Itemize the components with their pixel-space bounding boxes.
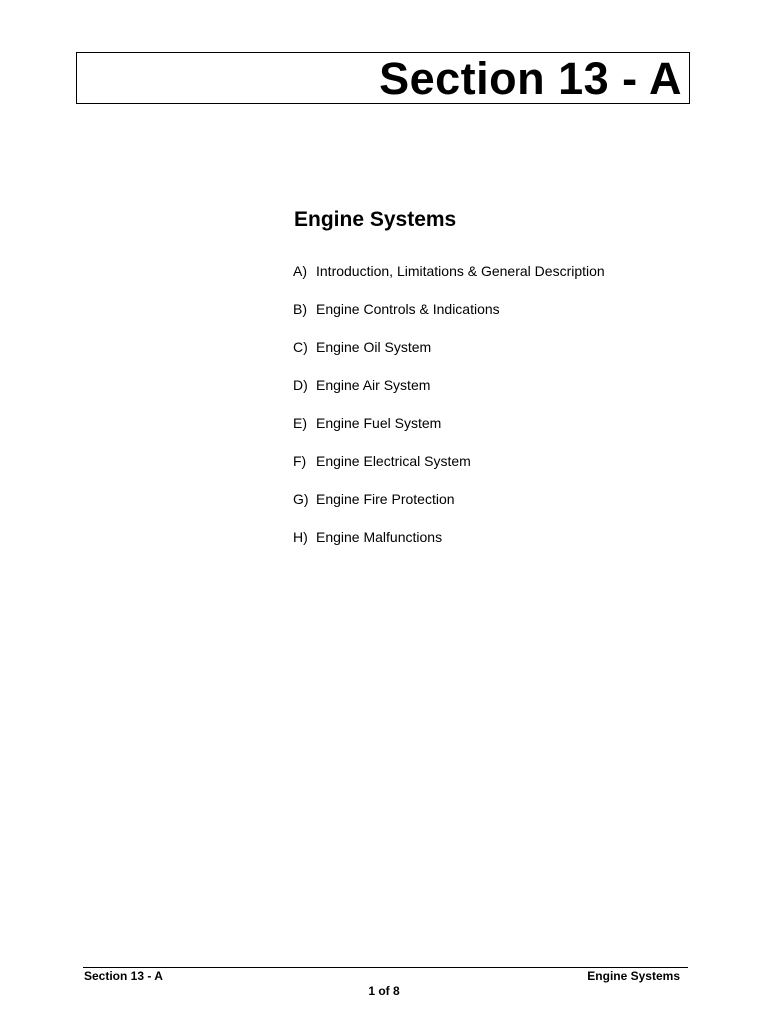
toc-item-label: Engine Fire Protection [316,491,455,507]
toc-item-b [293,300,605,338]
toc-item-label: Engine Controls & Indications [316,301,500,317]
toc-item-label: Engine Air System [316,377,431,393]
toc-item-letter: E) [293,415,307,431]
toc-item-label: Engine Electrical System [316,453,471,469]
section-title: Section 13 - A [379,53,682,104]
toc-item-e [293,414,605,452]
toc-item-letter: B) [293,301,307,317]
toc-item-label: Engine Fuel System [316,415,442,431]
toc-item-letter: F) [293,453,307,469]
section-title-box [76,52,690,104]
toc-list [293,262,605,566]
page-number: 1 of 8 [368,984,400,998]
toc-item-label: Introduction, Limitations & General Description [316,263,605,279]
toc-item-letter: C) [293,339,308,355]
toc-item-label: Engine Malfunctions [316,529,443,545]
toc-item-c [293,338,605,376]
toc-item-d [293,376,605,414]
toc-item-letter: A) [293,263,307,279]
toc-item-f [293,452,605,490]
toc-item-letter: D) [293,377,308,393]
toc-item-h [293,528,605,566]
toc-item-label: Engine Oil System [316,339,432,355]
toc-item-letter: G) [293,491,309,507]
footer-section-label: Section 13 - A [84,969,163,983]
toc-heading: Engine Systems [294,208,457,231]
footer-chapter-label: Engine Systems [587,969,680,983]
toc-item-letter: H) [293,529,308,545]
toc-item-a [293,262,605,300]
footer-divider [83,967,688,968]
toc-item-g [293,490,605,528]
